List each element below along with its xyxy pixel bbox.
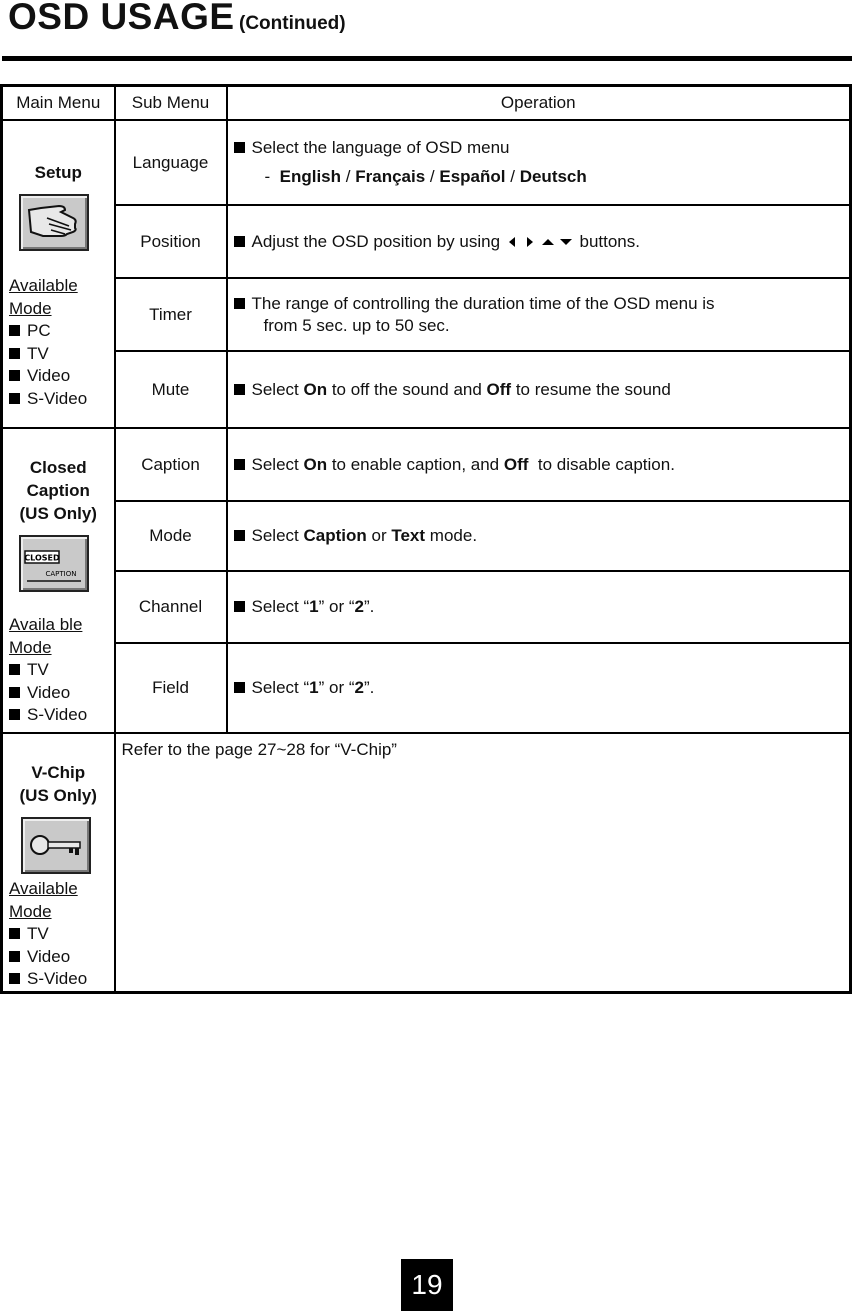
square-bullet-icon (9, 709, 20, 720)
arrow-right-icon (527, 237, 533, 247)
page-heading (8, 0, 346, 38)
header-main-menu: Main Menu (2, 86, 115, 121)
osd-usage-table (0, 84, 852, 994)
mode-item: TV (9, 659, 114, 682)
square-bullet-icon (9, 348, 20, 359)
table-row (2, 351, 851, 428)
operation-mute: Select On to off the sound and Off to resume the sound (227, 351, 851, 428)
arrow-down-icon (560, 239, 572, 245)
operation-channel: Select “1” or “2”. (227, 571, 851, 643)
mode-item: S-Video (9, 388, 114, 411)
mode-item: TV (9, 923, 114, 946)
table-row (2, 501, 851, 571)
mode-item: Video (9, 365, 114, 388)
square-bullet-icon (9, 928, 20, 939)
vchip-title: V-Chip (US Only) (19, 763, 97, 805)
square-bullet-icon (234, 384, 245, 395)
setup-title: Setup (34, 163, 82, 182)
page-number: 19 (401, 1259, 453, 1311)
arrow-left-icon (509, 237, 515, 247)
table-row (2, 733, 851, 992)
square-bullet-icon (234, 682, 245, 693)
sub-menu-caption: Caption (115, 428, 227, 501)
mode-item: PC (9, 320, 114, 343)
table-row (2, 428, 851, 501)
modes-label: Mode (9, 637, 52, 657)
mode-item: TV (9, 343, 114, 366)
hand-pointer-icon (19, 194, 89, 251)
title-rule (2, 56, 852, 61)
operation-language: Select the language of OSD menu - English / Français / Español / Deutsch (227, 120, 851, 205)
page-title: OSD USAGE (8, 0, 235, 37)
modes-label: Mode (9, 298, 52, 318)
modes-label: Available (9, 879, 78, 898)
sub-menu-channel: Channel (115, 571, 227, 643)
table-row (2, 571, 851, 643)
table-row (2, 278, 851, 351)
operation-field: Select “1” or “2”. (227, 643, 851, 733)
main-menu-closed-caption (2, 428, 115, 733)
square-bullet-icon (9, 951, 20, 962)
square-bullet-icon (234, 298, 245, 309)
square-bullet-icon (234, 601, 245, 612)
square-bullet-icon (234, 236, 245, 247)
table-row (2, 205, 851, 278)
operation-caption: Select On to enable caption, and Off to disable caption. (227, 428, 851, 501)
vchip-available-modes (9, 878, 114, 991)
main-menu-v-chip (2, 733, 115, 992)
operation-timer: The range of controlling the duration time of the OSD menu is from 5 sec. up to 50 sec. (227, 278, 851, 351)
square-bullet-icon (9, 325, 20, 336)
square-bullet-icon (9, 370, 20, 381)
square-bullet-icon (234, 459, 245, 470)
mode-item: S-Video (9, 968, 114, 991)
main-menu-setup (2, 120, 115, 428)
mode-item: Video (9, 946, 114, 969)
page-subtitle: (Continued) (239, 13, 346, 34)
header-operation: Operation (227, 86, 851, 121)
caption-title: Closed Caption (US Only) (19, 458, 97, 523)
mode-item: S-Video (9, 704, 114, 727)
sub-menu-language: Language (115, 120, 227, 205)
sub-menu-mute: Mute (115, 351, 227, 428)
operation-position: Adjust the OSD position by using buttons. (227, 205, 851, 278)
sub-menu-position: Position (115, 205, 227, 278)
svg-text:CAPTION: CAPTION (45, 570, 77, 578)
table-header-row (2, 86, 851, 121)
key-icon (21, 817, 91, 874)
caption-available-modes (9, 614, 114, 727)
mode-item: Video (9, 682, 114, 705)
operation-mode: Select Caption or Text mode. (227, 501, 851, 571)
header-sub-menu: Sub Menu (115, 86, 227, 121)
closed-caption-icon (19, 535, 89, 592)
table-row (2, 120, 851, 205)
sub-menu-mode: Mode (115, 501, 227, 571)
sub-menu-timer: Timer (115, 278, 227, 351)
setup-available-modes (9, 275, 114, 410)
svg-text:CLOSED: CLOSED (24, 553, 60, 563)
square-bullet-icon (9, 393, 20, 404)
square-bullet-icon (9, 687, 20, 698)
square-bullet-icon (9, 973, 20, 984)
modes-label: Mode (9, 901, 52, 921)
arrow-up-icon (542, 239, 554, 245)
vchip-reference-text: Refer to the page 27~28 for “V-Chip” (115, 733, 851, 992)
table-row (2, 643, 851, 733)
square-bullet-icon (234, 530, 245, 541)
square-bullet-icon (234, 142, 245, 153)
sub-menu-field: Field (115, 643, 227, 733)
modes-label: Available (9, 276, 78, 295)
modes-label: Availa ble (9, 615, 83, 634)
square-bullet-icon (9, 664, 20, 675)
